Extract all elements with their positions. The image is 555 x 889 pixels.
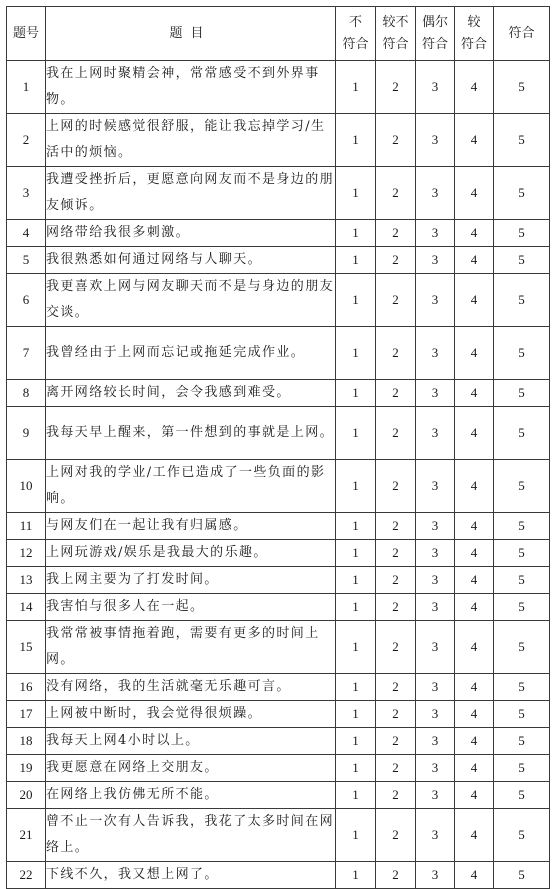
question-text: 上网被中断时，我会觉得很烦躁。 xyxy=(46,701,336,728)
score-option-3[interactable]: 3 xyxy=(416,460,455,513)
score-option-4[interactable]: 4 xyxy=(455,167,494,220)
score-option-5[interactable]: 5 xyxy=(494,674,550,701)
score-option-4[interactable]: 4 xyxy=(455,809,494,862)
score-option-4[interactable]: 4 xyxy=(455,247,494,274)
score-option-4[interactable]: 4 xyxy=(455,862,494,889)
score-option-1[interactable]: 1 xyxy=(336,594,376,621)
question-number: 10 xyxy=(7,460,46,513)
score-option-4[interactable]: 4 xyxy=(455,674,494,701)
question-row xyxy=(7,274,550,327)
question-rows xyxy=(7,61,550,889)
question-number: 11 xyxy=(7,513,46,540)
question-text: 在网络上我仿佛无所不能。 xyxy=(46,782,336,809)
score-option-4[interactable]: 4 xyxy=(455,380,494,407)
score-option-4[interactable]: 4 xyxy=(455,728,494,755)
score-option-1[interactable]: 1 xyxy=(336,114,376,167)
question-row xyxy=(7,247,550,274)
question-row xyxy=(7,755,550,782)
question-text: 上网对我的学业/工作已造成了一些负面的影响。 xyxy=(46,460,336,513)
score-option-2[interactable]: 2 xyxy=(376,809,416,862)
score-option-2[interactable]: 2 xyxy=(376,594,416,621)
score-option-4[interactable]: 4 xyxy=(455,407,494,460)
question-row xyxy=(7,782,550,809)
question-text: 我在上网时聚精会神，常常感受不到外界事物。 xyxy=(46,61,336,114)
question-text: 上网的时候感觉很舒服，能让我忘掉学习/生活中的烦恼。 xyxy=(46,114,336,167)
score-option-5[interactable]: 5 xyxy=(494,728,550,755)
option-header-sometimes-match xyxy=(416,7,455,61)
question-text: 离开网络较长时间，会令我感到难受。 xyxy=(46,380,336,407)
score-option-5[interactable]: 5 xyxy=(494,61,550,114)
score-option-3[interactable]: 3 xyxy=(416,274,455,327)
score-option-2[interactable]: 2 xyxy=(376,755,416,782)
question-text: 我每天早上醒来，第一件想到的事就是上网。 xyxy=(46,407,336,460)
question-number: 2 xyxy=(7,114,46,167)
question-number: 7 xyxy=(7,327,46,380)
score-option-1[interactable]: 1 xyxy=(336,274,376,327)
question-number: 17 xyxy=(7,701,46,728)
score-option-1[interactable]: 1 xyxy=(336,862,376,889)
question-number: 12 xyxy=(7,540,46,567)
question-row xyxy=(7,407,550,460)
question-row xyxy=(7,220,550,247)
option-header-not-match xyxy=(336,7,376,61)
score-option-3[interactable]: 3 xyxy=(416,755,455,782)
score-option-3[interactable]: 3 xyxy=(416,809,455,862)
header-row xyxy=(7,7,550,61)
question-text: 我更愿意在网络上交朋友。 xyxy=(46,755,336,782)
question-row xyxy=(7,167,550,220)
question-number: 14 xyxy=(7,594,46,621)
question-row xyxy=(7,61,550,114)
score-option-1[interactable]: 1 xyxy=(336,728,376,755)
option-header-line: 符合 xyxy=(382,36,409,52)
question-text: 我每天上网4小时以上。 xyxy=(46,728,336,755)
score-option-2[interactable]: 2 xyxy=(376,274,416,327)
question-row xyxy=(7,809,550,862)
score-option-3[interactable]: 3 xyxy=(416,782,455,809)
score-option-3[interactable]: 3 xyxy=(416,380,455,407)
score-option-5[interactable]: 5 xyxy=(494,755,550,782)
score-option-5[interactable]: 5 xyxy=(494,701,550,728)
question-text: 曾不止一次有人告诉我，我花了太多时间在网络上。 xyxy=(46,809,336,862)
score-option-5[interactable]: 5 xyxy=(494,460,550,513)
question-row xyxy=(7,621,550,674)
topic-header: 题目 xyxy=(46,7,336,61)
score-option-4[interactable]: 4 xyxy=(455,782,494,809)
option-header-rather-not-match xyxy=(376,7,416,61)
question-row xyxy=(7,862,550,889)
option-header-match xyxy=(494,7,550,61)
score-option-1[interactable]: 1 xyxy=(336,167,376,220)
score-option-1[interactable]: 1 xyxy=(336,460,376,513)
question-number: 8 xyxy=(7,380,46,407)
question-number: 9 xyxy=(7,407,46,460)
score-option-2[interactable]: 2 xyxy=(376,167,416,220)
score-option-1[interactable]: 1 xyxy=(336,674,376,701)
question-text: 没有网络，我的生活就毫无乐趣可言。 xyxy=(46,674,336,701)
question-text: 我曾经由于上网而忘记或拖延完成作业。 xyxy=(46,327,336,380)
option-header-line: 符合 xyxy=(421,36,448,52)
question-number: 18 xyxy=(7,728,46,755)
score-option-4[interactable]: 4 xyxy=(455,220,494,247)
question-number: 5 xyxy=(7,247,46,274)
score-option-1[interactable]: 1 xyxy=(336,380,376,407)
score-option-3[interactable]: 3 xyxy=(416,540,455,567)
score-option-1[interactable]: 1 xyxy=(336,327,376,380)
score-option-4[interactable]: 4 xyxy=(455,114,494,167)
score-option-1[interactable]: 1 xyxy=(336,621,376,674)
question-row xyxy=(7,594,550,621)
score-option-5[interactable]: 5 xyxy=(494,782,550,809)
score-option-5[interactable]: 5 xyxy=(494,540,550,567)
question-text: 下线不久，我又想上网了。 xyxy=(46,862,336,889)
score-option-5[interactable]: 5 xyxy=(494,594,550,621)
score-option-3[interactable]: 3 xyxy=(416,327,455,380)
question-text: 我常常被事情拖着跑，需要有更多的时间上网。 xyxy=(46,621,336,674)
question-row xyxy=(7,327,550,380)
question-number: 20 xyxy=(7,782,46,809)
score-option-4[interactable]: 4 xyxy=(455,621,494,674)
score-option-5[interactable]: 5 xyxy=(494,167,550,220)
question-text: 我上网主要为了打发时间。 xyxy=(46,567,336,594)
score-option-3[interactable]: 3 xyxy=(416,167,455,220)
score-option-2[interactable]: 2 xyxy=(376,782,416,809)
option-header-line: 符合 xyxy=(460,36,487,52)
option-header-line: 符合 xyxy=(342,36,369,52)
score-option-3[interactable]: 3 xyxy=(416,61,455,114)
question-text: 我害怕与很多人在一起。 xyxy=(46,594,336,621)
score-option-5[interactable]: 5 xyxy=(494,809,550,862)
score-option-1[interactable]: 1 xyxy=(336,247,376,274)
question-row xyxy=(7,380,550,407)
score-option-2[interactable]: 2 xyxy=(376,380,416,407)
score-option-1[interactable]: 1 xyxy=(336,567,376,594)
score-option-3[interactable]: 3 xyxy=(416,513,455,540)
option-header-rather-match xyxy=(455,7,494,61)
score-option-5[interactable]: 5 xyxy=(494,220,550,247)
score-option-4[interactable]: 4 xyxy=(455,701,494,728)
score-option-2[interactable]: 2 xyxy=(376,327,416,380)
question-text: 上网玩游戏/娱乐是我最大的乐趣。 xyxy=(46,540,336,567)
score-option-2[interactable]: 2 xyxy=(376,567,416,594)
score-option-4[interactable]: 4 xyxy=(455,540,494,567)
score-option-5[interactable]: 5 xyxy=(494,247,550,274)
score-option-1[interactable]: 1 xyxy=(336,540,376,567)
score-option-3[interactable]: 3 xyxy=(416,701,455,728)
score-option-4[interactable]: 4 xyxy=(455,460,494,513)
score-option-3[interactable]: 3 xyxy=(416,674,455,701)
score-option-5[interactable]: 5 xyxy=(494,621,550,674)
question-number: 4 xyxy=(7,220,46,247)
score-option-5[interactable]: 5 xyxy=(494,407,550,460)
score-option-5[interactable]: 5 xyxy=(494,513,550,540)
question-text: 网络带给我很多刺激。 xyxy=(46,220,336,247)
question-row xyxy=(7,460,550,513)
score-option-5[interactable]: 5 xyxy=(494,380,550,407)
question-number: 16 xyxy=(7,674,46,701)
score-option-4[interactable]: 4 xyxy=(455,755,494,782)
question-text: 我更喜欢上网与网友聊天而不是与身边的朋友交谈。 xyxy=(46,274,336,327)
score-option-4[interactable]: 4 xyxy=(455,567,494,594)
question-number: 13 xyxy=(7,567,46,594)
score-option-2[interactable]: 2 xyxy=(376,728,416,755)
score-option-2[interactable]: 2 xyxy=(376,247,416,274)
question-row xyxy=(7,540,550,567)
score-option-3[interactable]: 3 xyxy=(416,247,455,274)
score-option-2[interactable]: 2 xyxy=(376,621,416,674)
question-number: 1 xyxy=(7,61,46,114)
question-row xyxy=(7,513,550,540)
score-option-5[interactable]: 5 xyxy=(494,114,550,167)
question-text: 与网友们在一起让我有归属感。 xyxy=(46,513,336,540)
score-option-2[interactable]: 2 xyxy=(376,701,416,728)
score-option-1[interactable]: 1 xyxy=(336,809,376,862)
question-row xyxy=(7,728,550,755)
score-option-3[interactable]: 3 xyxy=(416,114,455,167)
option-header-line: 不 xyxy=(348,14,362,30)
score-option-2[interactable]: 2 xyxy=(376,862,416,889)
score-option-4[interactable]: 4 xyxy=(455,61,494,114)
score-option-2[interactable]: 2 xyxy=(376,540,416,567)
question-row xyxy=(7,674,550,701)
score-option-4[interactable]: 4 xyxy=(455,327,494,380)
score-option-3[interactable]: 3 xyxy=(416,567,455,594)
score-option-5[interactable]: 5 xyxy=(494,327,550,380)
score-option-2[interactable]: 2 xyxy=(376,220,416,247)
score-option-2[interactable]: 2 xyxy=(376,674,416,701)
score-option-2[interactable]: 2 xyxy=(376,460,416,513)
score-option-1[interactable]: 1 xyxy=(336,782,376,809)
score-option-4[interactable]: 4 xyxy=(455,513,494,540)
question-number: 15 xyxy=(7,621,46,674)
question-row xyxy=(7,701,550,728)
score-option-5[interactable]: 5 xyxy=(494,274,550,327)
score-option-2[interactable]: 2 xyxy=(376,513,416,540)
score-option-1[interactable]: 1 xyxy=(336,220,376,247)
question-number: 22 xyxy=(7,862,46,889)
question-number: 6 xyxy=(7,274,46,327)
score-option-3[interactable]: 3 xyxy=(416,728,455,755)
question-text: 我很熟悉如何通过网络与人聊天。 xyxy=(46,247,336,274)
score-option-3[interactable]: 3 xyxy=(416,621,455,674)
question-text: 我遭受挫折后，更愿意向网友而不是身边的朋友倾诉。 xyxy=(46,167,336,220)
question-number: 21 xyxy=(7,809,46,862)
score-option-1[interactable]: 1 xyxy=(336,513,376,540)
question-number: 19 xyxy=(7,755,46,782)
questionnaire-table xyxy=(6,6,550,889)
score-option-3[interactable]: 3 xyxy=(416,594,455,621)
question-row xyxy=(7,114,550,167)
score-option-2[interactable]: 2 xyxy=(376,61,416,114)
score-option-1[interactable]: 1 xyxy=(336,61,376,114)
id-header: 题号 xyxy=(7,7,46,61)
score-option-5[interactable]: 5 xyxy=(494,567,550,594)
score-option-3[interactable]: 3 xyxy=(416,220,455,247)
score-option-1[interactable]: 1 xyxy=(336,755,376,782)
score-option-1[interactable]: 1 xyxy=(336,407,376,460)
option-header-line: 符合 xyxy=(508,25,535,41)
score-option-4[interactable]: 4 xyxy=(455,594,494,621)
option-header-line: 较 xyxy=(467,14,481,30)
option-header-line: 较不 xyxy=(382,14,409,30)
score-option-2[interactable]: 2 xyxy=(376,407,416,460)
option-header-line: 偶尔 xyxy=(421,14,448,30)
question-row xyxy=(7,567,550,594)
score-option-2[interactable]: 2 xyxy=(376,114,416,167)
score-option-3[interactable]: 3 xyxy=(416,407,455,460)
question-number: 3 xyxy=(7,167,46,220)
score-option-3[interactable]: 3 xyxy=(416,862,455,889)
score-option-1[interactable]: 1 xyxy=(336,701,376,728)
score-option-5[interactable]: 5 xyxy=(494,862,550,889)
score-option-4[interactable]: 4 xyxy=(455,274,494,327)
